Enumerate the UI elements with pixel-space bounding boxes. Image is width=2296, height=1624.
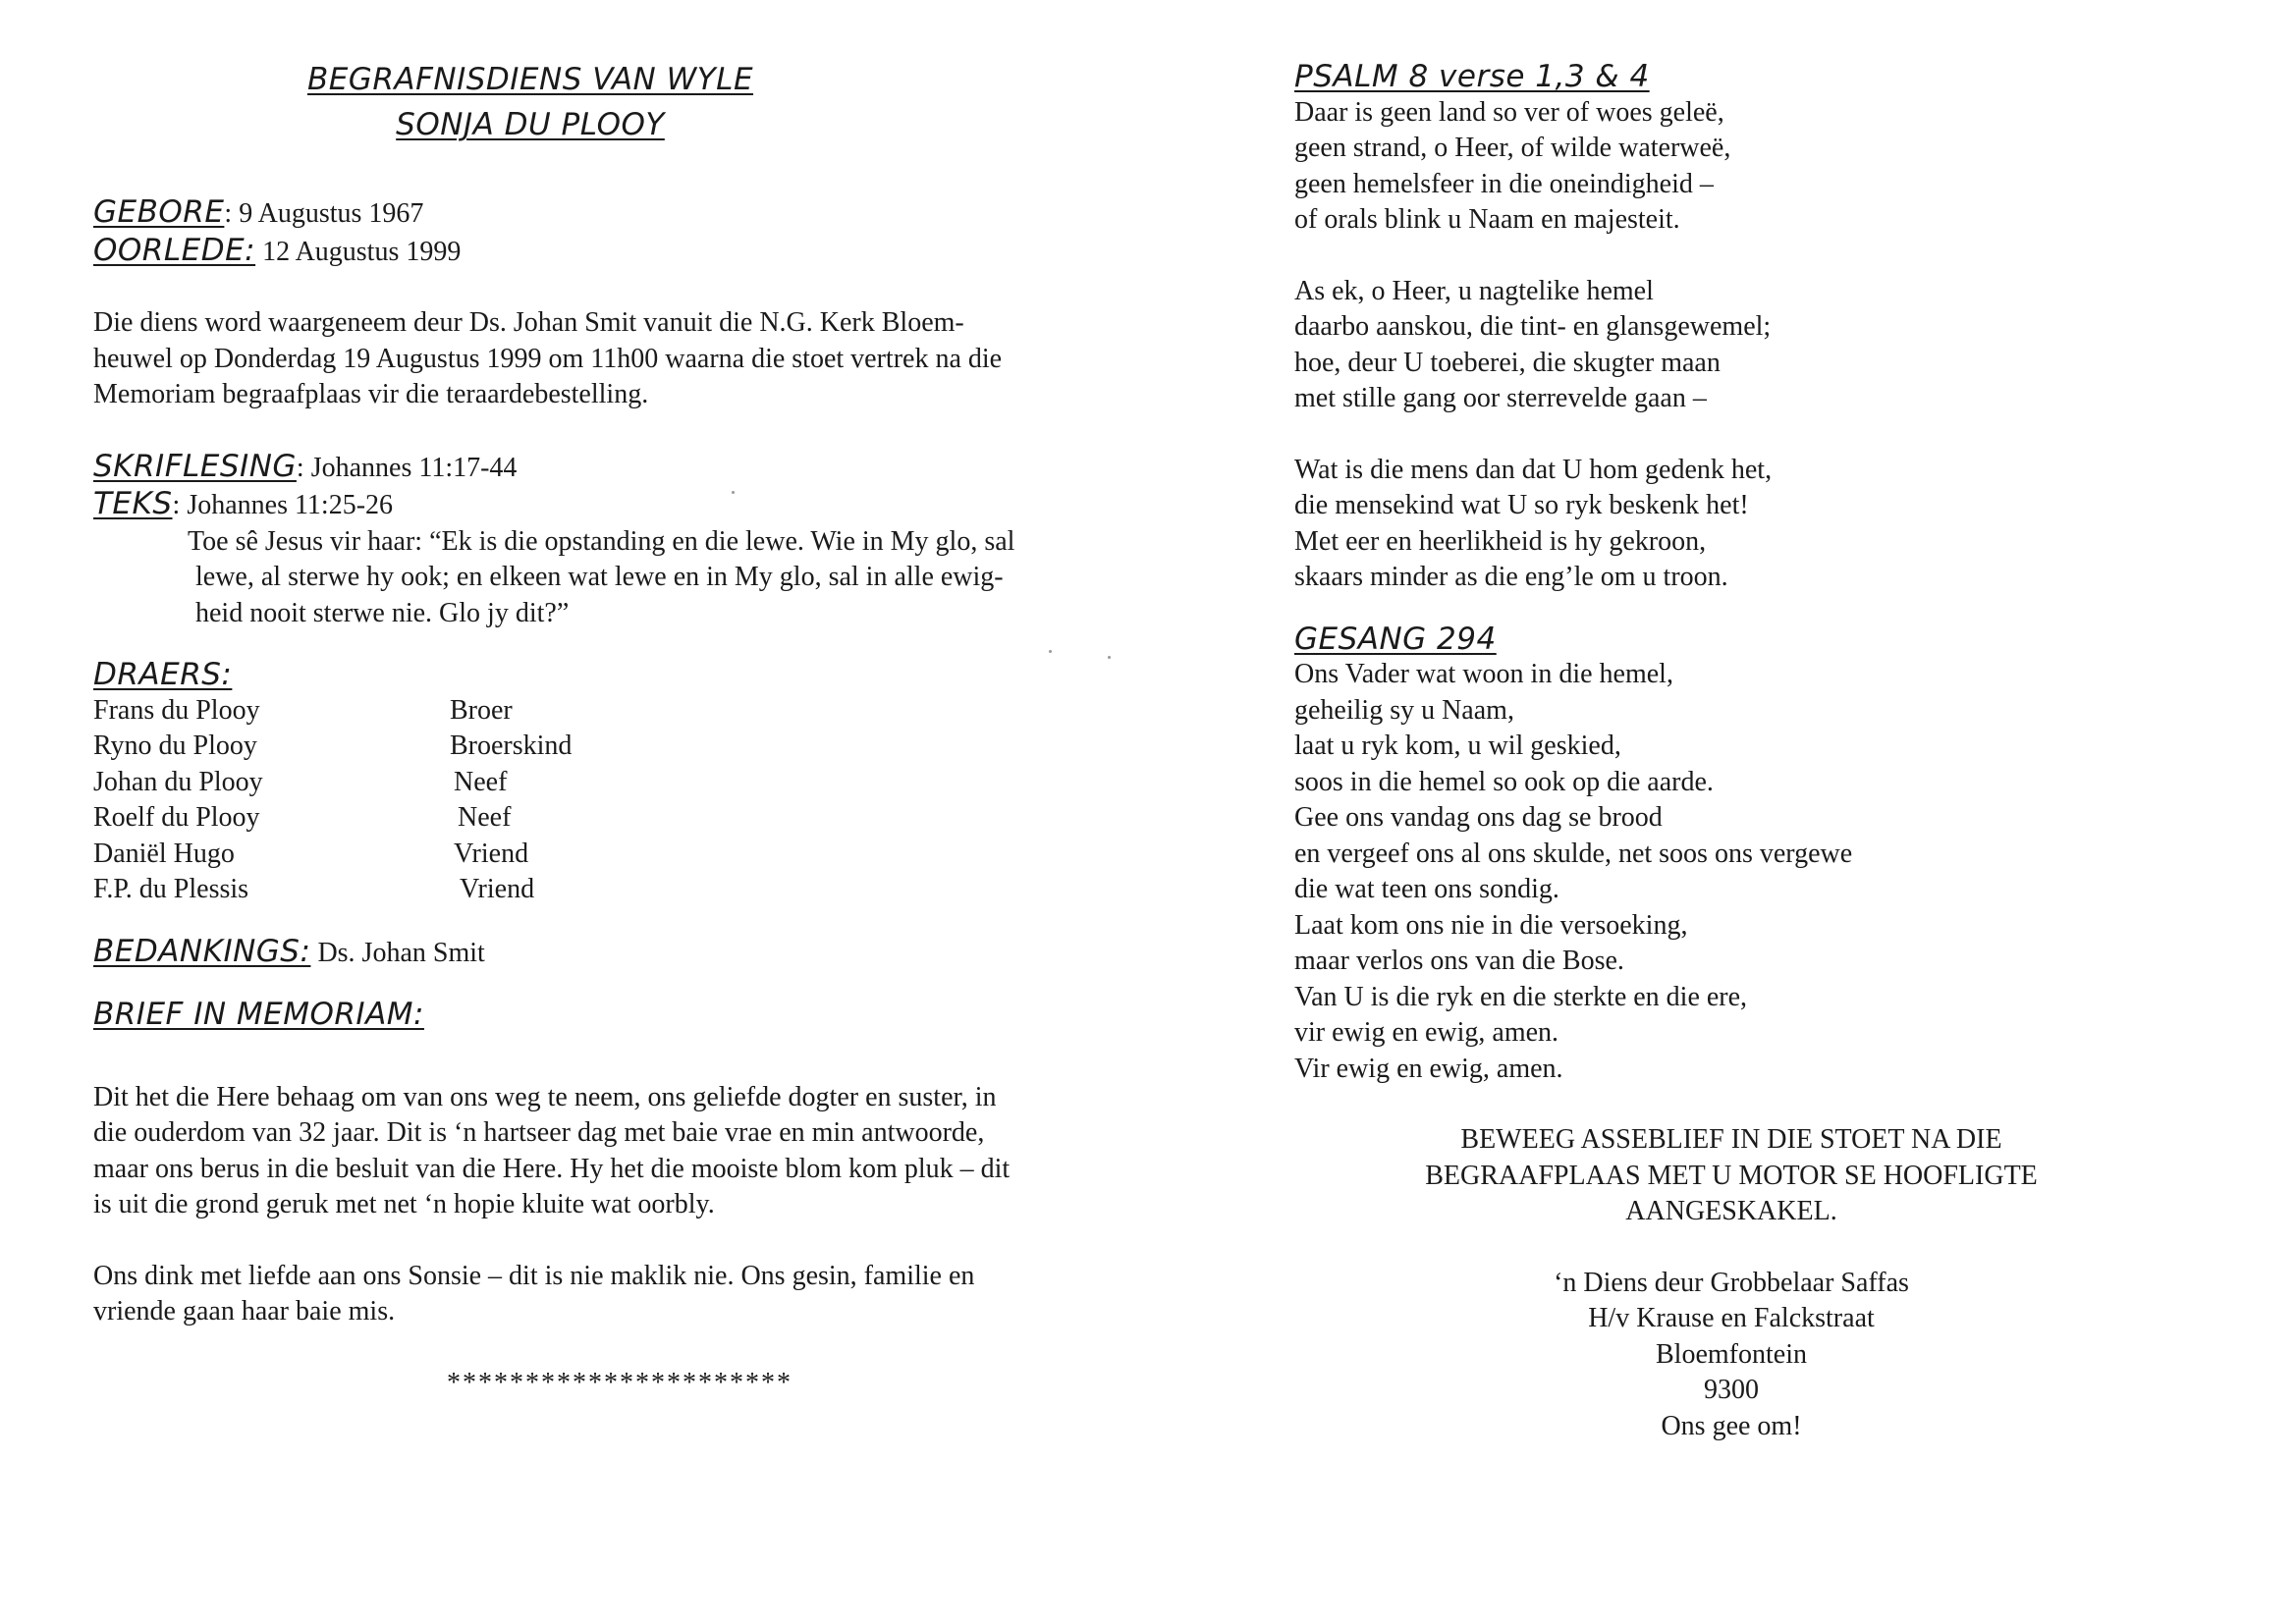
- service-line: Die diens word waargeneem deur Ds. Johan Smit vanuit die N.G. Kerk Bloem-: [93, 307, 964, 338]
- notice-line: AANGESKAKEL.: [1625, 1196, 1837, 1226]
- bearer-relation: Neef: [454, 766, 508, 797]
- text-label: TEKS: [93, 486, 173, 521]
- born-row: GEBORE: 9 Augustus 1967: [93, 194, 424, 230]
- notice-line: BEWEEG ASSEBLIEF IN DIE STOET NA DIE: [1460, 1124, 2002, 1155]
- letter-label: BRIEF IN MEMORIAM:: [93, 997, 424, 1032]
- right-column: [1294, 59, 2178, 1444]
- hymn-line: maar verlos ons van die Bose.: [1294, 946, 1624, 976]
- scan-speck: [732, 491, 735, 494]
- psalm-line: Wat is die mens dan dat U hom gedenk het,: [1294, 454, 1773, 485]
- psalm-stanza: [1294, 95, 2178, 239]
- scan-speck: [1049, 650, 1052, 653]
- reading-label: SKRIFLESING: [93, 448, 297, 484]
- bearer-relation: Vriend: [454, 838, 529, 869]
- undertaker-address: [1294, 1266, 2168, 1445]
- born-label: GEBORE: [93, 194, 225, 230]
- psalm-line: skaars minder as die eng’le om u troon.: [1294, 562, 1728, 592]
- psalm-line: met stille gang oor sterrevelde gaan –: [1294, 383, 1707, 413]
- psalm-line: daarbo aanskou, die tint- en glansgewemel;: [1294, 311, 1772, 342]
- died-label: OORLEDE:: [93, 232, 256, 268]
- reading-value: Johannes 11:17-44: [310, 452, 518, 483]
- bearer-name: Frans du Plooy: [93, 694, 260, 726]
- hymn-line: die wat teen ons sondig.: [1294, 874, 1559, 904]
- letter-line: die ouderdom van 32 jaar. Dit is ‘n hartseer dag met baie vrae en min antwoorde,: [93, 1117, 985, 1148]
- scan-speck: [1108, 656, 1111, 659]
- letter-line: maar ons berus in die besluit van die Here. Hy het die mooiste blom kom pluk – dit: [93, 1153, 1011, 1184]
- procession-notice: [1294, 1122, 2168, 1230]
- hymn-line: vir ewig en ewig, amen.: [1294, 1017, 1559, 1048]
- thanks-row: [93, 934, 1174, 972]
- left-column: [93, 57, 1174, 1401]
- hymn-line: Ons Vader wat woon in die hemel,: [1294, 659, 1673, 689]
- bearer-name: Daniël Hugo: [93, 838, 235, 869]
- born-value: 9 Augustus 1967: [239, 198, 424, 229]
- psalm-line: Daar is geen land so ver of woes geleë,: [1294, 96, 1724, 128]
- bearer-name: Ryno du Plooy: [93, 731, 257, 761]
- hymn-label: GESANG 294: [1294, 621, 1497, 657]
- letter-line: vriende gaan haar baie mis.: [93, 1296, 396, 1326]
- died-row: [93, 233, 1174, 271]
- letter-line: Ons dink met liefde aan ons Sonsie – dit is nie maklik nie. Ons gesin, familie en: [93, 1260, 975, 1291]
- psalm-line: of orals blink u Naam en majesteit.: [1294, 204, 1680, 235]
- service-line: heuwel op Donderdag 19 Augustus 1999 om 11h00 waarna die stoet vertrek na die: [93, 343, 1003, 374]
- quote-line: Toe sê Jesus vir haar: “Ek is die opstanding en die lewe. Wie in My glo, sal: [188, 525, 1015, 557]
- psalm-stanza: [1294, 453, 2178, 596]
- hymn-line: soos in die hemel so ook op die aarde.: [1294, 766, 1714, 797]
- reading-row: SKRIFLESING: Johannes 11:17-44: [93, 448, 518, 484]
- hymn-line: laat u ryk kom, u wil geskied,: [1294, 731, 1621, 761]
- address-line: Ons gee om!: [1661, 1410, 1802, 1441]
- hymn-line: Laat kom ons nie in die versoeking,: [1294, 909, 1688, 941]
- bearer-relation: Broer: [450, 694, 513, 726]
- title-line-1: BEGRAFNISDIENS VAN WYLE: [306, 62, 754, 97]
- hymn-line: geheilig sy u Naam,: [1294, 694, 1514, 726]
- psalm-stanza: [1294, 274, 2178, 417]
- title-line-2: SONJA DU PLOOY: [396, 107, 665, 142]
- thanks-value: Ds. Johan Smit: [317, 937, 485, 968]
- psalm-label: PSALM 8 verse 1,3 & 4: [1294, 59, 1650, 94]
- scripture-quote: [93, 524, 1174, 632]
- address-line: H/v Krause en Falckstraat: [1588, 1303, 1875, 1333]
- address-line: 9300: [1704, 1375, 1759, 1405]
- quote-line: lewe, al sterwe hy ook; en elkeen wat lewe en in My glo, sal in alle ewig-: [195, 562, 1004, 592]
- letter-line: is uit die grond geruk met net ‘n hopie kluite wat oorbly.: [93, 1189, 715, 1219]
- bearer-name: Johan du Plooy: [93, 766, 263, 797]
- hymn-line: en vergeef ons al ons skulde, net soos ons vergewe: [1294, 838, 1853, 869]
- address-line: Bloemfontein: [1656, 1338, 1807, 1370]
- psalm-line: geen strand, o Heer, of wilde waterweë,: [1294, 133, 1731, 163]
- died-value: 12 Augustus 1999: [262, 236, 462, 267]
- bearers-list: [93, 693, 1174, 908]
- hymn-text: [1294, 657, 2178, 1087]
- hymn-line: Van U is die ryk en die sterkte en die ere,: [1294, 981, 1748, 1012]
- bearer-name: Roelf du Plooy: [93, 802, 260, 833]
- psalm-line: As ek, o Heer, u nagtelike hemel: [1294, 275, 1654, 306]
- thanks-label: BEDANKINGS:: [93, 933, 311, 969]
- letter-line: Dit het die Here behaag om van ons weg te neem, ons geliefde dogter en suster, in: [93, 1081, 997, 1112]
- psalm-line: geen hemelsfeer in die oneindigheid –: [1294, 168, 1714, 199]
- stars-divider: **********************: [447, 1367, 793, 1398]
- notice-line: BEGRAAFPLAAS MET U MOTOR SE HOOFLIGTE: [1425, 1160, 2038, 1191]
- bearer-relation: Neef: [458, 802, 512, 833]
- text-value: Johannes 11:25-26: [187, 490, 394, 520]
- service-line: Memoriam begraafplaas vir die teraardebestelling.: [93, 379, 649, 409]
- psalm-line: Met eer en heerlikheid is hy gekroon,: [1294, 525, 1707, 557]
- bearer-name: F.P. du Plessis: [93, 874, 249, 904]
- service-paragraph: [93, 305, 1174, 413]
- letter-paragraph-2: [93, 1259, 1174, 1330]
- hymn-line: Vir ewig en ewig, amen.: [1294, 1053, 1563, 1084]
- bearer-relation: Vriend: [460, 874, 535, 904]
- letter-paragraph-1: [93, 1080, 1174, 1223]
- text-row: TEKS: Johannes 11:25-26: [93, 486, 394, 521]
- psalm-line: hoe, deur U toeberei, die skugter maan: [1294, 347, 1721, 378]
- quote-line: heid nooit sterwe nie. Glo jy dit?”: [195, 597, 570, 628]
- address-line: ‘n Diens deur Grobbelaar Saffas: [1554, 1267, 1909, 1298]
- psalm-line: die mensekind wat U so ryk beskenk het!: [1294, 490, 1749, 520]
- bearers-label: DRAERS:: [93, 657, 233, 692]
- hymn-line: Gee ons vandag ons dag se brood: [1294, 802, 1663, 833]
- bearer-relation: Broerskind: [450, 731, 573, 761]
